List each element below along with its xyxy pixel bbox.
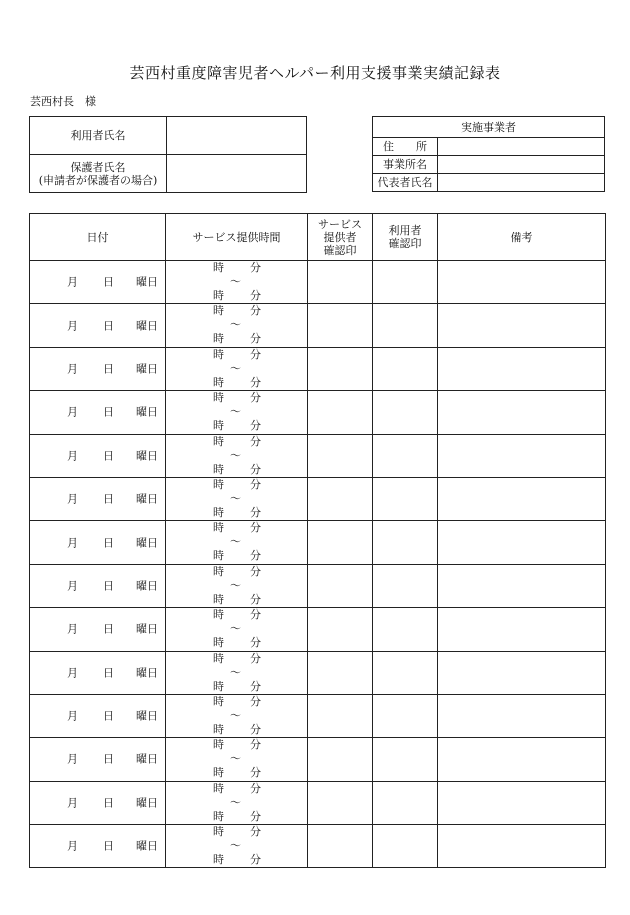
remarks-cell[interactable] — [438, 651, 606, 694]
user-seal-cell[interactable] — [373, 825, 438, 868]
user-seal-cell[interactable] — [373, 651, 438, 694]
tilde-label: ～ — [230, 665, 241, 679]
end-minute-label: 分 — [250, 809, 261, 823]
service-time-cell[interactable] — [166, 434, 308, 477]
date-cell[interactable] — [30, 651, 166, 694]
start-hour-label: 時 — [213, 651, 224, 665]
day-label: 日 — [103, 796, 114, 810]
user-seal-cell[interactable] — [373, 738, 438, 781]
provider-seal-cell[interactable] — [308, 564, 373, 607]
record-row — [30, 304, 606, 347]
record-row — [30, 347, 606, 390]
addressee: 芸西村長 様 — [30, 95, 96, 108]
user-seal-cell[interactable] — [373, 261, 438, 304]
date-cell[interactable] — [30, 564, 166, 607]
end-hour-label: 時 — [213, 592, 224, 606]
service-time-cell[interactable] — [166, 304, 308, 347]
remarks-cell[interactable] — [438, 564, 606, 607]
provider-address-field[interactable] — [438, 138, 605, 156]
user-seal-cell[interactable] — [373, 608, 438, 651]
provider-seal-cell[interactable] — [308, 261, 373, 304]
weekday-label: 曜日 — [136, 579, 158, 593]
start-hour-label: 時 — [213, 391, 224, 405]
provider-address-label: 住 所 — [373, 138, 438, 156]
guardian-name-field[interactable] — [167, 155, 307, 193]
weekday-label: 曜日 — [136, 839, 158, 853]
end-hour-label: 時 — [213, 332, 224, 346]
remarks-cell[interactable] — [438, 521, 606, 564]
provider-seal-cell[interactable] — [308, 304, 373, 347]
weekday-label: 曜日 — [136, 449, 158, 463]
month-label: 月 — [67, 622, 78, 636]
provider-seal-cell[interactable] — [308, 781, 373, 824]
provider-seal-cell[interactable] — [308, 347, 373, 390]
header-provider-seal-line2: 提供者 — [323, 230, 357, 244]
remarks-cell[interactable] — [438, 781, 606, 824]
provider-office-field[interactable] — [438, 156, 605, 174]
start-minute-label: 分 — [250, 434, 261, 448]
record-row — [30, 738, 606, 781]
end-minute-label: 分 — [250, 375, 261, 389]
start-minute-label: 分 — [250, 391, 261, 405]
end-hour-label: 時 — [213, 809, 224, 823]
header-provider-seal — [308, 214, 373, 261]
remarks-cell[interactable] — [438, 694, 606, 737]
header-user-seal — [373, 214, 438, 261]
weekday-label: 曜日 — [136, 666, 158, 680]
end-hour-label: 時 — [213, 636, 224, 650]
weekday-label: 曜日 — [136, 752, 158, 766]
weekday-label: 曜日 — [136, 796, 158, 810]
month-label: 月 — [67, 536, 78, 550]
end-minute-label: 分 — [250, 419, 261, 433]
month-label: 月 — [67, 405, 78, 419]
provider-seal-cell[interactable] — [308, 738, 373, 781]
day-label: 日 — [103, 579, 114, 593]
header-date: 日付 — [30, 214, 166, 261]
start-hour-label: 時 — [213, 608, 224, 622]
remarks-cell[interactable] — [438, 304, 606, 347]
weekday-label: 曜日 — [136, 492, 158, 506]
date-cell[interactable] — [30, 825, 166, 868]
tilde-label: ～ — [230, 535, 241, 549]
end-minute-label: 分 — [250, 289, 261, 302]
day-label: 日 — [103, 752, 114, 766]
record-row — [30, 477, 606, 520]
end-minute-label: 分 — [250, 722, 261, 736]
month-label: 月 — [67, 666, 78, 680]
tilde-label: ～ — [230, 622, 241, 636]
remarks-cell[interactable] — [438, 608, 606, 651]
user-name-field[interactable] — [167, 117, 307, 155]
record-row — [30, 521, 606, 564]
start-minute-label: 分 — [250, 304, 261, 318]
service-time-cell[interactable] — [166, 608, 308, 651]
end-hour-label: 時 — [213, 549, 224, 563]
provider-seal-cell[interactable] — [308, 391, 373, 434]
month-label: 月 — [67, 362, 78, 376]
provider-header: 実施事業者 — [373, 117, 605, 138]
day-label: 日 — [103, 405, 114, 419]
tilde-label: ～ — [230, 318, 241, 332]
user-seal-cell[interactable] — [373, 781, 438, 824]
guardian-label-line1: 保護者氏名 — [70, 160, 126, 174]
remarks-cell[interactable] — [438, 738, 606, 781]
service-time-cell[interactable] — [166, 738, 308, 781]
service-time-cell[interactable] — [166, 261, 308, 304]
start-hour-label: 時 — [213, 738, 224, 752]
service-time-cell[interactable] — [166, 521, 308, 564]
date-cell[interactable] — [30, 738, 166, 781]
weekday-label: 曜日 — [136, 536, 158, 550]
tilde-label: ～ — [230, 448, 241, 462]
tilde-label: ～ — [230, 578, 241, 592]
start-hour-label: 時 — [213, 521, 224, 535]
service-time-cell[interactable] — [166, 694, 308, 737]
start-hour-label: 時 — [213, 304, 224, 318]
start-minute-label: 分 — [250, 347, 261, 361]
tilde-label: ～ — [230, 275, 241, 288]
tilde-label: ～ — [230, 795, 241, 809]
end-minute-label: 分 — [250, 462, 261, 476]
month-label: 月 — [67, 275, 78, 289]
guardian-name-label — [30, 155, 167, 193]
day-label: 日 — [103, 362, 114, 376]
day-label: 日 — [103, 492, 114, 506]
header-user-seal-line1: 利用者 — [388, 224, 422, 237]
end-hour-label: 時 — [213, 766, 224, 780]
tilde-label: ～ — [230, 405, 241, 419]
date-cell[interactable] — [30, 304, 166, 347]
provider-representative-field[interactable] — [438, 174, 605, 192]
user-seal-cell[interactable] — [373, 304, 438, 347]
record-row — [30, 651, 606, 694]
month-label: 月 — [67, 492, 78, 506]
day-label: 日 — [103, 449, 114, 463]
provider-seal-cell[interactable] — [308, 694, 373, 737]
service-time-cell[interactable] — [166, 391, 308, 434]
end-minute-label: 分 — [250, 766, 261, 780]
header-provider-seal-line1: サービス — [318, 217, 362, 231]
end-hour-label: 時 — [213, 375, 224, 389]
start-minute-label: 分 — [250, 825, 261, 839]
provider-representative-label: 代表者氏名 — [373, 174, 438, 192]
end-hour-label: 時 — [213, 505, 224, 519]
day-label: 日 — [103, 536, 114, 550]
end-minute-label: 分 — [250, 679, 261, 693]
provider-office-label: 事業所名 — [373, 156, 438, 174]
date-cell[interactable] — [30, 521, 166, 564]
weekday-label: 曜日 — [136, 319, 158, 333]
start-hour-label: 時 — [213, 781, 224, 795]
service-time-cell[interactable] — [166, 825, 308, 868]
day-label: 日 — [103, 275, 114, 289]
remarks-cell[interactable] — [438, 434, 606, 477]
weekday-label: 曜日 — [136, 709, 158, 723]
weekday-label: 曜日 — [136, 405, 158, 419]
record-row — [30, 608, 606, 651]
end-hour-label: 時 — [213, 679, 224, 693]
start-minute-label: 分 — [250, 738, 261, 752]
service-time-cell[interactable] — [166, 347, 308, 390]
date-cell[interactable] — [30, 261, 166, 304]
end-minute-label: 分 — [250, 853, 261, 867]
service-time-cell[interactable] — [166, 651, 308, 694]
provider-info-table — [372, 116, 605, 192]
end-minute-label: 分 — [250, 636, 261, 650]
page-title: 芸西村重度障害児者ヘルパー利用支援事業実績記録表 — [129, 64, 501, 82]
start-hour-label: 時 — [213, 694, 224, 708]
day-label: 日 — [103, 622, 114, 636]
user-seal-cell[interactable] — [373, 477, 438, 520]
user-seal-cell[interactable] — [373, 521, 438, 564]
day-label: 日 — [103, 319, 114, 333]
month-label: 月 — [67, 709, 78, 723]
end-hour-label: 時 — [213, 289, 224, 302]
month-label: 月 — [67, 839, 78, 853]
end-hour-label: 時 — [213, 853, 224, 867]
user-info-table — [29, 116, 307, 193]
month-label: 月 — [67, 579, 78, 593]
user-seal-cell[interactable] — [373, 347, 438, 390]
tilde-label: ～ — [230, 491, 241, 505]
start-hour-label: 時 — [213, 825, 224, 839]
record-row — [30, 434, 606, 477]
weekday-label: 曜日 — [136, 622, 158, 636]
end-hour-label: 時 — [213, 462, 224, 476]
start-minute-label: 分 — [250, 608, 261, 622]
record-table — [29, 213, 606, 868]
date-cell[interactable] — [30, 347, 166, 390]
provider-seal-cell[interactable] — [308, 477, 373, 520]
user-name-label: 利用者氏名 — [30, 117, 167, 155]
start-hour-label: 時 — [213, 434, 224, 448]
record-row — [30, 825, 606, 868]
start-hour-label: 時 — [213, 477, 224, 491]
user-seal-cell[interactable] — [373, 434, 438, 477]
month-label: 月 — [67, 796, 78, 810]
start-minute-label: 分 — [250, 261, 261, 274]
header-remarks: 備考 — [438, 214, 606, 261]
start-minute-label: 分 — [250, 521, 261, 535]
remarks-cell[interactable] — [438, 261, 606, 304]
provider-seal-cell[interactable] — [308, 651, 373, 694]
header-user-seal-line2: 確認印 — [388, 237, 422, 250]
provider-seal-cell[interactable] — [308, 608, 373, 651]
month-label: 月 — [67, 319, 78, 333]
start-hour-label: 時 — [213, 564, 224, 578]
end-hour-label: 時 — [213, 722, 224, 736]
guardian-label-line2: (申請者が保護者の場合) — [38, 173, 158, 187]
date-cell[interactable] — [30, 391, 166, 434]
remarks-cell[interactable] — [438, 347, 606, 390]
day-label: 日 — [103, 839, 114, 853]
header-provider-seal-line3: 確認印 — [323, 243, 357, 257]
record-row — [30, 694, 606, 737]
record-row — [30, 261, 606, 304]
day-label: 日 — [103, 666, 114, 680]
provider-seal-cell[interactable] — [308, 434, 373, 477]
remarks-cell[interactable] — [438, 477, 606, 520]
remarks-cell[interactable] — [438, 825, 606, 868]
provider-seal-cell[interactable] — [308, 825, 373, 868]
start-minute-label: 分 — [250, 477, 261, 491]
service-time-cell[interactable] — [166, 564, 308, 607]
user-seal-cell[interactable] — [373, 694, 438, 737]
user-seal-cell[interactable] — [373, 564, 438, 607]
day-label: 日 — [103, 709, 114, 723]
tilde-label: ～ — [230, 839, 241, 853]
date-cell[interactable] — [30, 477, 166, 520]
weekday-label: 曜日 — [136, 275, 158, 289]
date-cell[interactable] — [30, 781, 166, 824]
tilde-label: ～ — [230, 708, 241, 722]
record-row — [30, 781, 606, 824]
date-cell[interactable] — [30, 434, 166, 477]
date-cell[interactable] — [30, 694, 166, 737]
end-minute-label: 分 — [250, 505, 261, 519]
start-hour-label: 時 — [213, 261, 224, 274]
service-time-cell[interactable] — [166, 477, 308, 520]
end-hour-label: 時 — [213, 419, 224, 433]
start-hour-label: 時 — [213, 347, 224, 361]
service-time-cell[interactable] — [166, 781, 308, 824]
weekday-label: 曜日 — [136, 362, 158, 376]
user-seal-cell[interactable] — [373, 391, 438, 434]
record-row — [30, 564, 606, 607]
record-row — [30, 391, 606, 434]
start-minute-label: 分 — [250, 694, 261, 708]
provider-seal-cell[interactable] — [308, 521, 373, 564]
end-minute-label: 分 — [250, 549, 261, 563]
tilde-label: ～ — [230, 752, 241, 766]
month-label: 月 — [67, 449, 78, 463]
date-cell[interactable] — [30, 608, 166, 651]
start-minute-label: 分 — [250, 781, 261, 795]
remarks-cell[interactable] — [438, 391, 606, 434]
start-minute-label: 分 — [250, 651, 261, 665]
header-service-time: サービス提供時間 — [166, 214, 308, 261]
start-minute-label: 分 — [250, 564, 261, 578]
end-minute-label: 分 — [250, 332, 261, 346]
end-minute-label: 分 — [250, 592, 261, 606]
tilde-label: ～ — [230, 361, 241, 375]
month-label: 月 — [67, 752, 78, 766]
